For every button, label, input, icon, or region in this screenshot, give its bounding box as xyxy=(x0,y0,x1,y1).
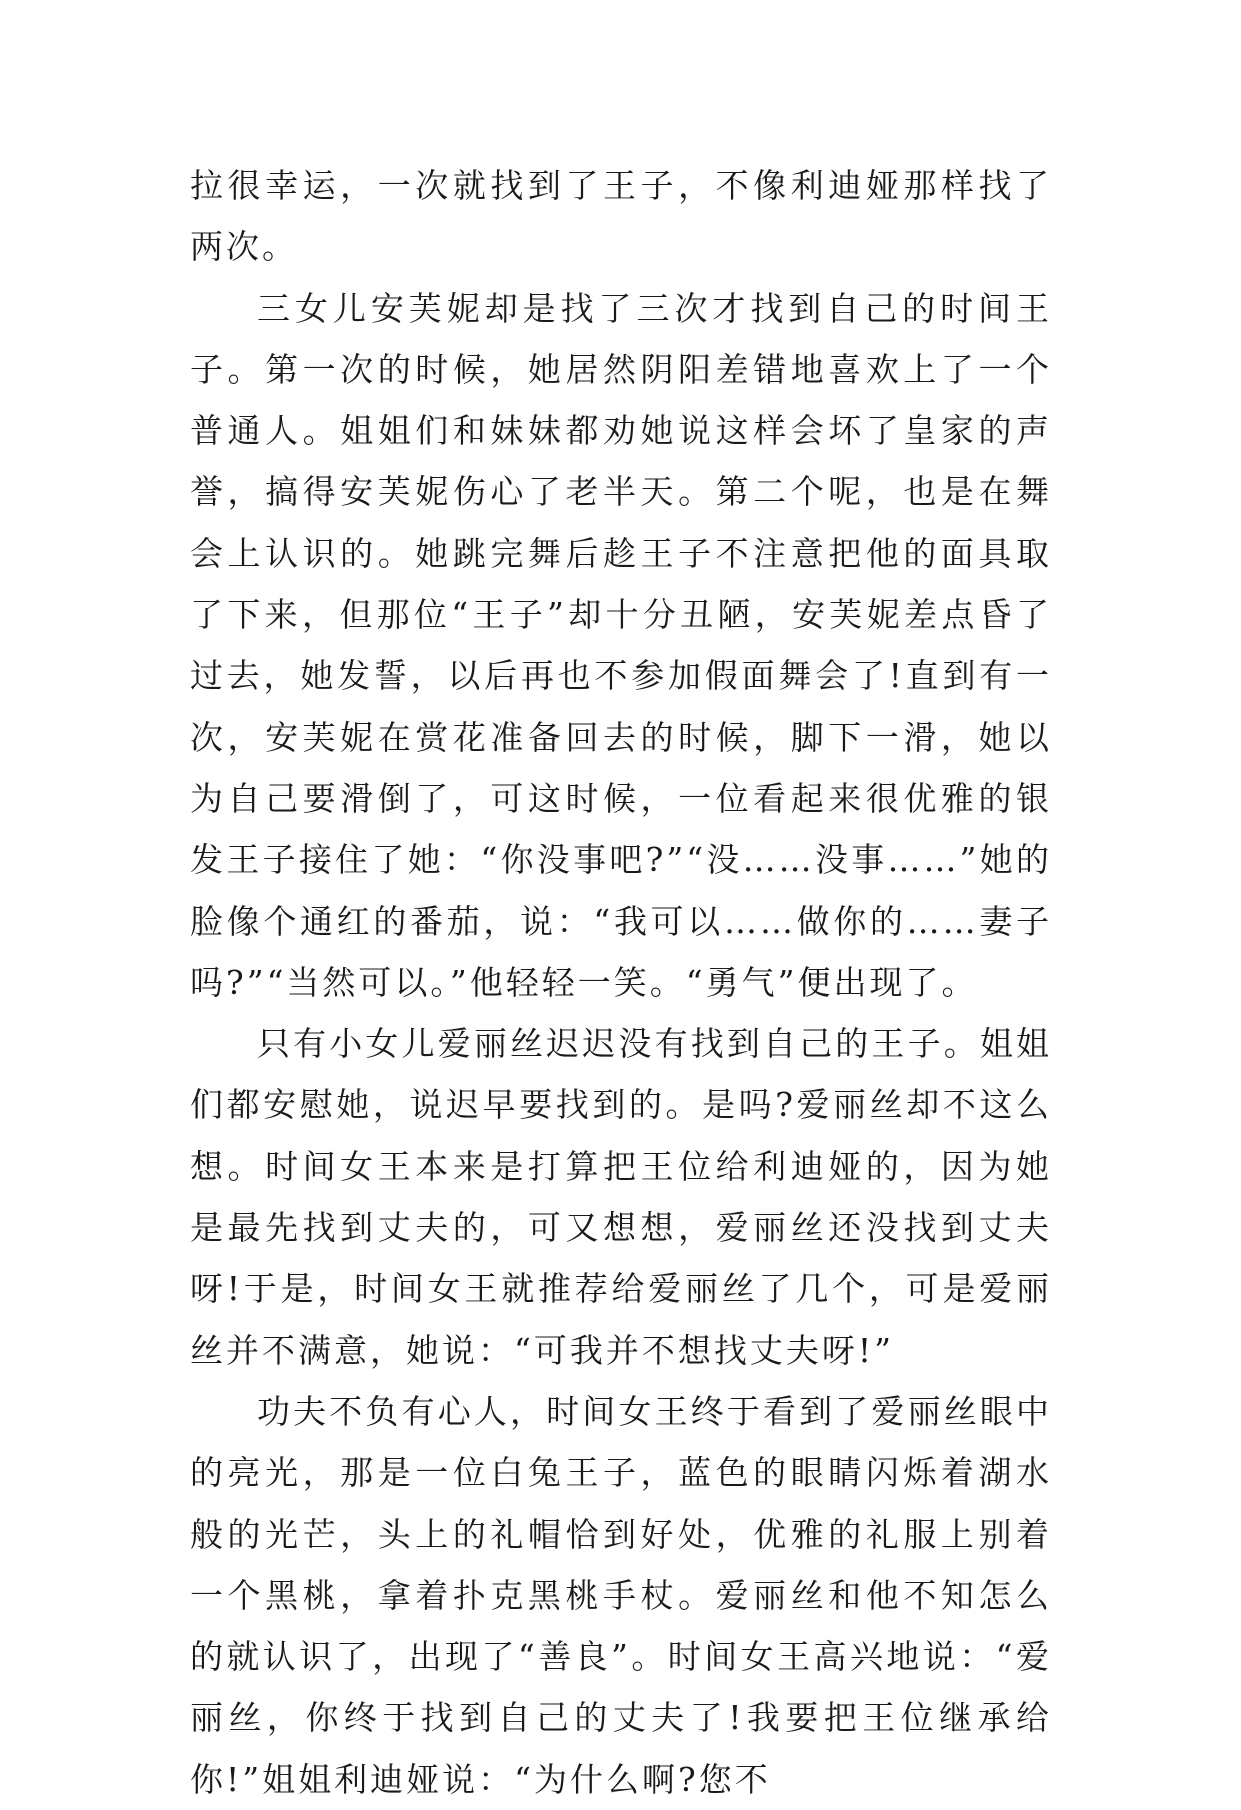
paragraph-4: 功夫不负有心人，时间女王终于看到了爱丽丝眼中的亮光，那是一位白兔王子，蓝色的眼睛闪烁着湖水般的光芒，头上的礼帽恰到好处，优雅的礼服上别着一个黑桃，拿着扑克黑桃手杖。爱丽丝和他不知怎么的就认识了，出现了“善良”。时间女王高兴地说：“爱丽丝，你终于找到自己的丈夫了!我要把王位继承给你!”姐姐利迪娅说：“为什么啊?您不 xyxy=(190,1391,1052,1799)
body-text xyxy=(190,155,1052,1810)
paragraph-1: 拉很幸运，一次就找到了王子，不像利迪娅那样找了两次。 xyxy=(190,166,1052,267)
paragraph-2: 三女儿安芙妮却是找了三次才找到自己的时间王子。第一次的时候，她居然阴阳差错地喜欢上了一个普通人。姐姐们和妹妹都劝她说这样会坏了皇家的声誉，搞得安芙妮伤心了老半天。第二个呢，也是在舞会上认识的。她跳完舞后趁王子不注意把他的面具取了下来，但那位“王子”却十分丑陋，安芙妮差点昏了过去，她发誓，以后再也不参加假面舞会了!直到有一次，安芙妮在赏花准备回去的时候，脚下一滑，她以为自己要滑倒了，可这时候，一位看起来很优雅的银发王子接住了她：“你没事吧?”“没……没事……”她的脸像个通红的番茄，说：“我可以……做你的……妻子吗?”“当然可以。”他轻轻一笑。“勇气”便出现了。 xyxy=(190,288,1052,1002)
paragraph-3: 只有小女儿爱丽丝迟迟没有找到自己的王子。姐姐们都安慰她，说迟早要找到的。是吗?爱丽丝却不这么想。时间女王本来是打算把王位给利迪娅的，因为她是最先找到丈夫的，可又想想，爱丽丝还没找到丈夫呀!于是，时间女王就推荐给爱丽丝了几个，可是爱丽丝并不满意，她说：“可我并不想找丈夫呀!” xyxy=(190,1024,1052,1370)
